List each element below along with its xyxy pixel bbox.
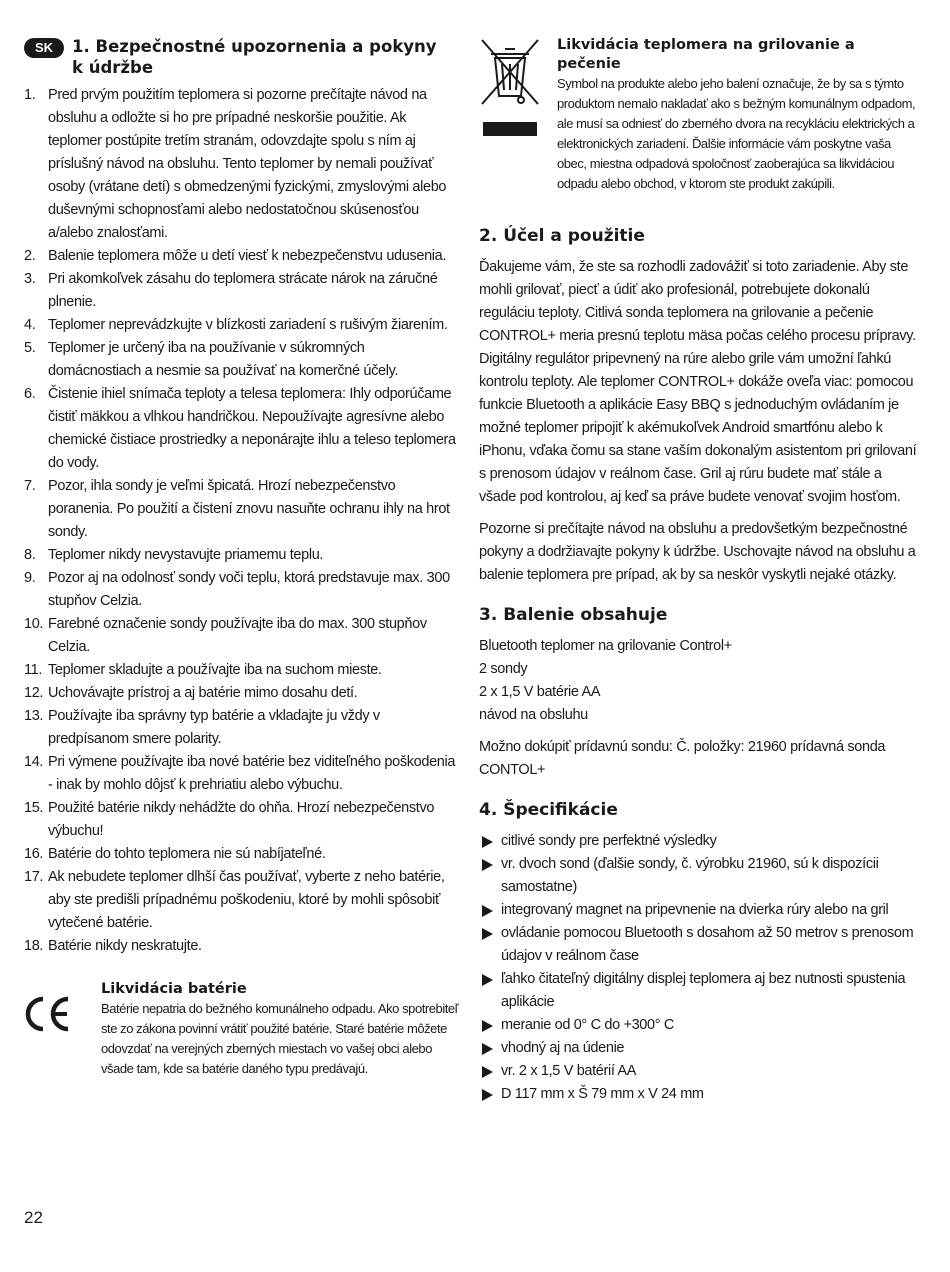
thermometer-disposal-title: Likvidácia teplomera na grilovanie a pečenie: [557, 37, 855, 72]
battery-disposal-title: Likvidácia batérie: [101, 981, 247, 997]
section-2: [479, 226, 919, 587]
item-text: Balenie teplomera môže u detí viesť k nebezpečenstvu udusenia.: [48, 248, 447, 264]
item-number: 11.: [24, 662, 43, 678]
item-number: 7.: [24, 478, 36, 494]
triangle-bullet-icon: [482, 1089, 493, 1101]
section-1-heading: [24, 36, 456, 78]
list-item: [479, 922, 919, 968]
list-item: [479, 830, 919, 853]
package-contents-list: [479, 635, 919, 727]
item-number: 16.: [24, 846, 44, 862]
extra-probe-note: Možno dokúpiť prídavnú sondu: Č. položky: 21960 prídavná sonda CONTOL+: [479, 739, 886, 778]
item-text: Použité batérie nikdy nehádžte do ohňa. Hrozí nebezpečenstvo výbuchu!: [48, 800, 435, 839]
list-item: [24, 337, 456, 383]
triangle-bullet-icon: [482, 928, 493, 940]
battery-disposal: [24, 980, 459, 1110]
spec-text: vr. dvoch sond (ďalšie sondy, č. výrobku 21960, sú k dispozícii samostatne): [501, 856, 879, 895]
triangle-bullet-icon: [482, 974, 493, 986]
list-item: [24, 843, 456, 866]
item-number: 5.: [24, 340, 36, 356]
list-item: [24, 751, 456, 797]
list-item: návod na obsluhu: [479, 707, 588, 723]
section-3-title: 3. Balenie obsahuje: [479, 605, 668, 625]
list-item: [24, 797, 456, 843]
spec-text: integrovaný magnet na pripevnenie na dvierka rúry alebo na gril: [501, 902, 889, 918]
triangle-bullet-icon: [482, 1043, 493, 1055]
item-text: Teplomer neprevádzkujte v blízkosti zariadení s rušivým žiarením.: [48, 317, 448, 333]
item-text: Teplomer skladujte a používajte iba na suchom mieste.: [48, 662, 382, 678]
spec-text: ľahko čitateľný digitálny displej teplomera aj bez nutnosti spustenia aplikácie: [501, 971, 906, 1010]
list-item: [24, 314, 456, 337]
spec-text: citlivé sondy pre perfektné výsledky: [501, 833, 717, 849]
item-number: 12.: [24, 685, 44, 701]
item-number: 17.: [24, 869, 44, 885]
item-text: Pred prvým použitím teplomera si pozorne prečítajte návod na obsluhu a odložte si ho pre prípadné neskoršie použitie. Ak teplomer postúpite tretím stranám, odovzdajte spolu s ním aj príslušný návod na obsluhu. Tento teplomer by nemali používať osoby (vrátane detí) s obmedzenými fyzickými, zmyslovými alebo duševnými schopnosťami alebo nedostatočnou skúsenosťou a/alebo znalosťami.: [48, 87, 447, 241]
item-number: 4.: [24, 317, 36, 333]
left-column: [24, 36, 459, 1110]
list-item: [24, 935, 456, 958]
item-number: 8.: [24, 547, 36, 563]
list-item: [479, 853, 919, 899]
section-1-title: [72, 36, 456, 78]
item-number: 9.: [24, 570, 36, 586]
safety-rules-list: [24, 84, 456, 958]
item-text: Batérie do tohto teplomera nie sú nabíjateľné.: [48, 846, 326, 862]
list-item: [24, 84, 456, 245]
thermometer-disposal: [479, 36, 919, 226]
item-number: 10.: [24, 616, 44, 632]
section-4: [479, 800, 919, 1106]
list-item: [24, 383, 456, 475]
item-text: Pri akomkoľvek zásahu do teplomera strácate nárok na záručné plnenie.: [48, 271, 438, 310]
triangle-bullet-icon: [482, 1066, 493, 1078]
item-number: 13.: [24, 708, 44, 724]
list-item: [24, 268, 456, 314]
item-number: 18.: [24, 938, 44, 954]
section-2-title: 2. Účel a použitie: [479, 226, 645, 246]
list-item: [479, 968, 919, 1014]
crossed-out-bin-icon: [479, 36, 541, 140]
list-item: [24, 245, 456, 268]
list-item: [24, 544, 456, 567]
thermometer-disposal-text: Symbol na produkte alebo jeho balení označuje, že by sa s týmto produktom nemalo nakladať ako s bežným komunálnym odpadom, ale musí sa odniesť do zberného dvora na recykláciu elektrických a elektronických zariadení. Ďalšie informácie vám poskytne vaša obec, miestna odpadová spoločnosť zaoberajúca sa likvidáciou odpadu alebo obchod, v ktorom ste produkt zakúpili.: [557, 76, 916, 191]
language-badge: SK: [24, 38, 64, 58]
item-number: 1.: [24, 87, 36, 103]
list-item: [24, 475, 456, 544]
list-item: [479, 899, 919, 922]
list-item: [24, 659, 456, 682]
item-text: Teplomer nikdy nevystavujte priamemu teplu.: [48, 547, 324, 563]
battery-disposal-text: Batérie nepatria do bežného komunálneho odpadu. Ako spotrebiteľ ste zo zákona povinní vrátiť použité batérie. Staré batérie môžete odovzdať na verejných zberných miestach vo vašej obci alebo všade tam, kde sa batérie daného typu predávajú.: [101, 1001, 459, 1076]
item-text: Pri výmene používajte iba nové batérie bez viditeľného poškodenia - inak by mohlo dôjsť k prehriatiu alebo výbuchu.: [48, 754, 456, 793]
item-number: 2.: [24, 248, 36, 264]
right-column: [479, 36, 919, 1106]
list-item: [24, 705, 456, 751]
specifications-list: [479, 830, 919, 1106]
section-3: [479, 605, 919, 782]
item-text: Ak nebudete teplomer dlhší čas používať, vyberte z neho batérie, aby ste predišli prípadnému poškodeniu, ktoré by mohli spôsobiť vytečené batérie.: [48, 869, 445, 931]
item-text: Čistenie ihiel snímača teploty a telesa teplomera: Ihly odporúčame čistiť mäkkou a vlhkou handričkou. Nepoužívajte agresívne alebo chemické čistiace prostriedky a neponárajte ihlu a teleso teplomera do vody.: [48, 386, 456, 471]
item-number: 15.: [24, 800, 44, 816]
list-item: 2 sondy: [479, 661, 528, 677]
item-number: 3.: [24, 271, 36, 287]
spec-text: meranie od 0° C do +300° C: [501, 1017, 674, 1033]
section-4-title: 4. Špecifikácie: [479, 800, 618, 820]
list-item: [24, 613, 456, 659]
section-2-paragraph-1: Ďakujeme vám, že ste sa rozhodli zadovážiť si toto zariadenie. Aby ste mohli grilovať, piecť a údiť ako profesionál, potrebujete dokonalú reguláciu teploty. Citlivá sonda teplomera na grilovanie a pečenie CONTROL+ meria presnú teplotu mäsa počas celého procesu prípravy. Digitálny regulátor pripevnený na rúre alebo grile vám umožní ľahkú kontrolu teploty. Ale teplomer CONTROL+ dokáže oveľa viac: pomocou funkcie Bluetooth a aplikácie Easy BBQ s jednoduchým ovládaním je možné teplomer pripojiť k akémukoľvek Android smartfónu alebo k iPhonu, vďaka čomu sa stane vaším dokonalým asistentom pri grilovaní s prenosom údajov v reálnom čase. Gril aj rúru budete mať stále a všade pod kontrolou, aj keď sa práve budete venovať svojim hosťom.: [479, 259, 917, 505]
item-number: 14.: [24, 754, 44, 770]
list-item: [479, 1083, 919, 1106]
item-text: Teplomer je určený iba na používanie v súkromných domácnostiach a nesmie sa používať na komerčné účely.: [48, 340, 399, 379]
section-1-title-line2: k údržbe: [72, 58, 154, 77]
spec-text: vhodný aj na údenie: [501, 1040, 625, 1056]
list-item: [479, 1037, 919, 1060]
section-1-title-line1: 1. Bezpečnostné upozornenia a pokyny: [72, 37, 437, 56]
list-item: [24, 682, 456, 705]
page-number: 22: [24, 1208, 43, 1227]
item-text: Pozor aj na odolnosť sondy voči teplu, ktorá predstavuje max. 300 stupňov Celzia.: [48, 570, 450, 609]
ce-mark-icon: [24, 994, 74, 1034]
list-item: 2 x 1,5 V batérie AA: [479, 684, 601, 700]
triangle-bullet-icon: [482, 905, 493, 917]
list-item: [479, 1060, 919, 1083]
triangle-bullet-icon: [482, 1020, 493, 1032]
item-text: Batérie nikdy neskratujte.: [48, 938, 202, 954]
list-item: Bluetooth teplomer na grilovanie Control+: [479, 638, 732, 654]
spec-text: vr. 2 x 1,5 V batérií AA: [501, 1063, 637, 1079]
spec-text: ovládanie pomocou Bluetooth s dosahom až 50 metrov s prenosom údajov v reálnom čase: [501, 925, 914, 964]
list-item: [479, 1014, 919, 1037]
item-text: Pozor, ihla sondy je veľmi špicatá. Hrozí nebezpečenstvo poranenia. Po použití a čistení znovu nasuňte ochranu ihly na hrot sondy.: [48, 478, 450, 540]
triangle-bullet-icon: [482, 859, 493, 871]
item-text: Používajte iba správny typ batérie a vkladajte ju vždy v predpísanom smere polarity.: [48, 708, 380, 747]
item-text: Uchovávajte prístroj a aj batérie mimo dosahu detí.: [48, 685, 358, 701]
list-item: [24, 866, 456, 935]
item-text: Farebné označenie sondy používajte iba do max. 300 stupňov Celzia.: [48, 616, 427, 655]
spec-text: D 117 mm x Š 79 mm x V 24 mm: [501, 1086, 704, 1102]
item-number: 6.: [24, 386, 36, 402]
list-item: [24, 567, 456, 613]
section-2-paragraph-2: Pozorne si prečítajte návod na obsluhu a predovšetkým bezpečnostné pokyny a dodržiavajte pokyny k údržbe. Uschovajte návod na obsluhu a balenie teplomera pre prípad, ak by sa neskôr vyskytli nejaké otázky.: [479, 521, 916, 583]
triangle-bullet-icon: [482, 836, 493, 848]
